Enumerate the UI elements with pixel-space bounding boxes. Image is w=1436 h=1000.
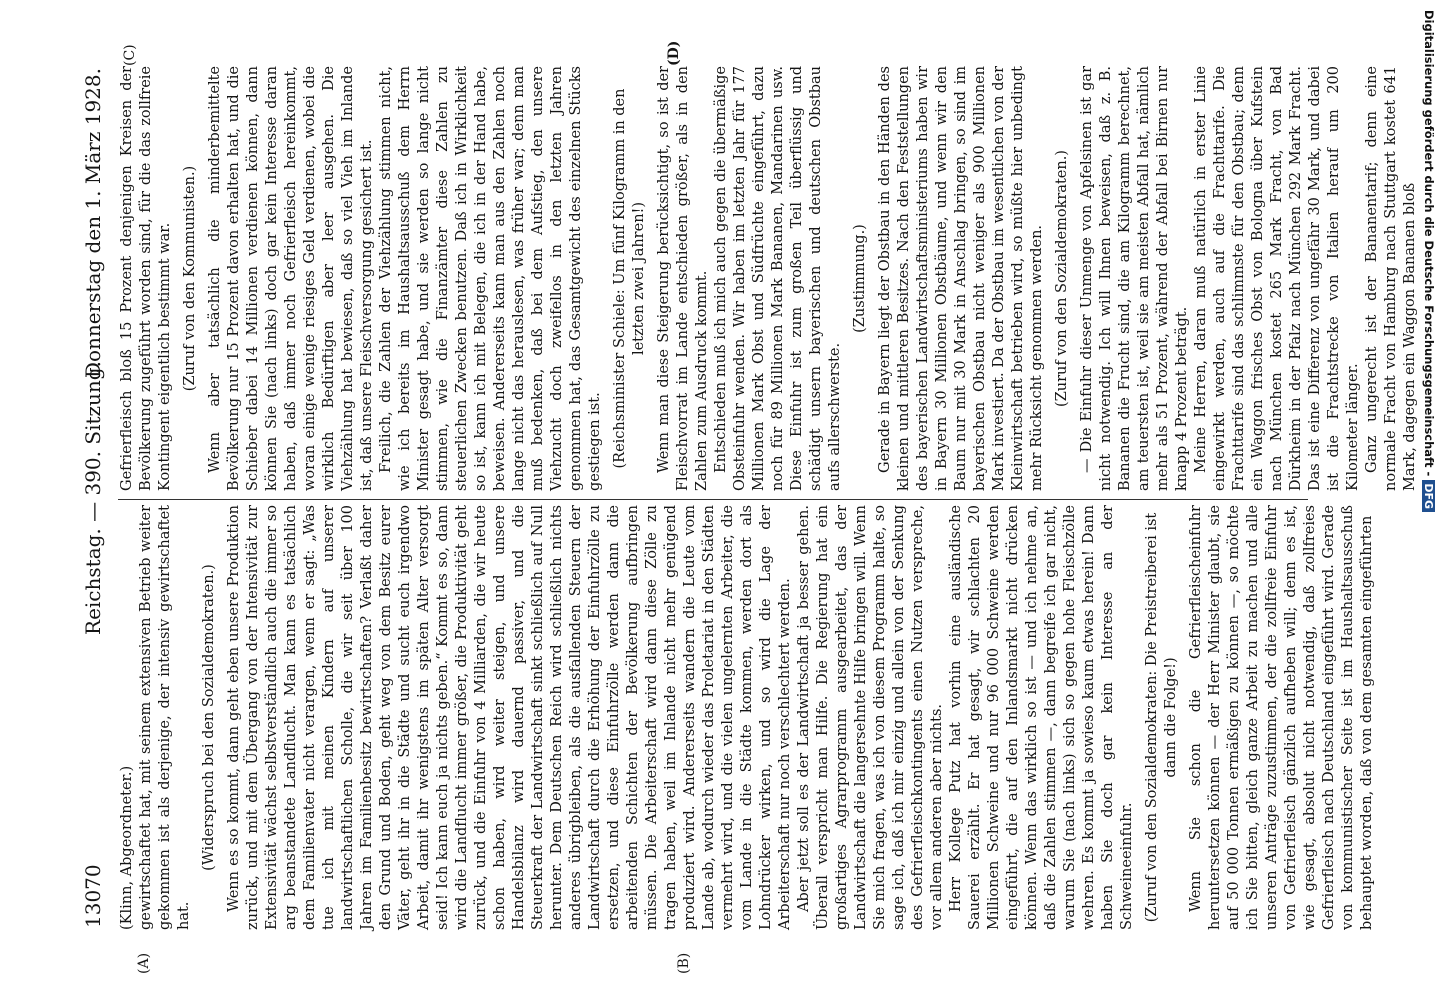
digitization-credit <box>1408 10 1436 990</box>
paragraph: (Zuruf von den Sozialdemokraten.) <box>1054 150 1070 407</box>
paragraph: (Reichsminister Schiele: Um fünf Kilogramm in den letzten zwei Jahren!) <box>612 88 647 469</box>
paragraph: Wenn es so kommt, dann geht eben unsere Produktion zurück, und mit dem Übergang von der Intensivität zur Extensivität wächst selbstverständlich auch die immer so arg beanstandete Landflucht. Man kann es tatsächlich dem Familienvater nicht verargen, wenn er sagt: „Was tue ich mit meinen Kindern auf unserer landwirtschaftlichen Scholle, die wir seit über 100 Jahren im Familienbesitz bewirtschaften? Verlaßt daher den Grund und Boden, geht weg von dem Besitz eurer Väter, geht ihr in die Städte und sucht euch irgendwo Arbeit, damit ihr wenigstens im späten Alter versorgt seid! Ich kann euch ja nichts geben.“ Kommt es so, dann wird die Landflucht immer größer, die Produktivität geht zurück, und die Einfuhr von 4 Milliarden, die wir heute schon haben, wird weiter steigen, und unsere Handelsbilanz wird dauernd passiver, und die Steuerkraft der Landwirtschaft sinkt schließlich auf Null herunter. Dem Deutschen Reich wird schließlich nichts anderes übrigbleiben, als die ausfallenden Steuern der Landwirtschaft durch die Erhöhung der Einfuhrzölle zu ersetzen, und diese Einfuhrzölle werden dann die arbeitenden Schichten der Bevölkerung aufbringen müssen. Die Arbeiterschaft wird dann diese Zölle zu tragen haben, weil im Inlande nicht mehr genügend produziert wird. Andererseits wandern die Leute vom Lande ab, wodurch wieder das Proletariat in den Städten vermehrt wird, und die vielen ungelernten Arbeiter, die vom Lande in die Städte kommen, werden dort als Lohndrücker wirken, und so wird die Lage der Arbeiterschaft nur noch verschlechtert werden. <box>226 505 793 930</box>
paragraph: Gefrierfleisch bloß 15 Prozent denjenigen Kreisen der Bevölkerung zugeführt worden sind, für die das zollfreie Kontingent eigentlich bestimmt war. <box>119 66 173 491</box>
paragraph: gewirtschaftet hat, mit seinem extensiven Betrieb weiter gekommen ist als derjenige, der intensiv gewirtschaftet hat. <box>138 505 192 930</box>
margin-mark-d: (D) <box>666 40 682 66</box>
paragraph: (Zuruf von den Kommunisten.) <box>182 165 198 392</box>
paragraph: Freilich, die Zahlen der Viehzählung stimmen nicht, wie ich bereits im Haushaltsausschuß dem Herrn Minister gesagt habe, und sie werden so lange nicht stimmen, wie die Finanzämter diese Zahlen zu steuerlichen Zwecken benutzen. Daß ich in Wirklichkeit so ist, kann ich mit Belegen, die ich in der Hand habe, beweisen. Andererseits kann man aus den Zahlen noch lange nicht das herauslesen, was früher war; denn man muß bedenken, daß bei dem Aufstieg, den unsere Viehzucht doch zweifellos in den letzten Jahren genommen hat, das Gesamtgewicht des einzelnen Stücks gestiegen ist. <box>378 66 603 491</box>
page-number: 13070 <box>81 864 105 928</box>
paragraph: Herr Kollege Putz hat vorhin eine ausländische Sauerei erzählt. Er hat gesagt, wir schlachten 20 Millionen Schweine und nur 96 000 Schweine werden eingeführt, die auf den Inlandsmarkt nicht drücken können. Wenn das wirklich so ist — und ich nehme an, daß die Zahlen stimmen —, dann begreife ich gar nicht, warum Sie (nach links) sich so gegen hohe Fleischzölle wehren. Es kommt ja sowieso kaum etwas herein! Dann haben Sie doch gar kein Interesse an der Schweineeinfuhr. <box>948 505 1135 930</box>
column-divider <box>118 499 1308 500</box>
paragraph: Ganz ungerecht ist der Bananentarif; denn eine normale Fracht von Hamburg nach Stuttgart kostet 641 Mark, dagegen ein Waggon Bananen bloß <box>1364 66 1418 491</box>
dfg-logo: DFG <box>1422 480 1435 512</box>
paragraph: (Zustimmung.) <box>852 224 868 333</box>
paragraph: Wenn aber tatsächlich die minderbemittelte Bevölkerung nur 15 Prozent davon erhalten hat, und die Schieber dabei 14 Millionen verdienen können, dann können Sie (nach links) doch gar kein Interesse daran haben, daß immer noch Gefrierfleisch hereinkommt, woran einige wenige riesiges Geld verdienen, wobei die wirklich Bedürftigen aber leer ausgehen. Die Viehzählung hat bewiesen, daß so viel Vieh im Inlande ist, daß unsere Fleischversorgung gesichert ist. <box>207 66 375 491</box>
paragraph: Wenn Sie schon die Gefrierfleischeinfuhr heruntersetzen können — der Herr Minister glaubt, sie auf 50 000 Tonnen ermäßigen zu können —, so möchte ich Sie bitten, gleich ganze Arbeit zu machen und alle unseren Anträge zuzustimmen, der die zollfreie Einfuhr von Gefrierfleisch gänzlich aufheben will; denn es ist, wie gesagt, absolut nicht notwendig, daß zollfreies Gefrierfleisch nach Deutschland eingeführt wird. Gerade von kommunistischer Seite ist im Haushaltsausschuß behauptet worden, daß von dem gesamten eingeführten <box>1188 505 1375 930</box>
paragraph: Gerade in Bayern liegt der Obstbau in den Händen des kleinen und mittleren Besitzes. Nach den Feststellungen des bayerischen Landwirtschaftsministeriums haben wir in Bayern 30 Millionen Obstbäume, und wenn wir den Baum nur mit 30 Mark in Anschlag bringen, so sind im bayerischen Obstbau nicht weniger als 900 Millionen Mark investiert. Da der Obstbau im wesentlichen von der Kleinwirtschaft betrieben wird, so müßte hier unbedingt mehr Rücksicht genommen werden. <box>877 66 1045 491</box>
margin-mark-b: (B) <box>676 952 692 974</box>
margin-mark-c: (C) <box>122 44 138 66</box>
paragraph: (Klinn, Abgeordneter.) <box>119 765 135 930</box>
page-header <box>76 68 110 928</box>
page-date: Donnerstag den 1. März 1928. <box>81 68 105 379</box>
left-column <box>118 505 1375 930</box>
credit-text: Digitalisierung gefördert durch die Deutsche Forschungsgemeinschaft - <box>1422 10 1436 477</box>
margin-mark-a: (A) <box>136 952 152 974</box>
paragraph: Entschieden muß ich mich auch gegen die übermäßige Obsteinfuhr wenden. Wir haben im letzten Jahr für 177 Millionen Mark Obst und Südfrüchte eingeführt, dazu noch für 89 Millionen Mark Bananen, Mandarinen usw. Diese Einfuhr ist zum großen Teil überflüssig und schädigt unsern bayerischen und deutschen Obstbau aufs allerschwerste. <box>713 66 843 491</box>
paragraph: (Widerspruch bei den Sozialdemokraten.) <box>201 564 217 871</box>
paragraph: Wenn man diese Steigerung berücksichtigt, so ist der Fleischvorrat im Lande entschieden größer, als in den Zahlen zum Ausdruck kommt. <box>656 66 710 491</box>
paragraph: Meine Herren, daran muß natürlich in erster Linie eingewirkt werden, auch auf die Frachttarife. Die Frachttarife sind das schlimmste für den Obstbau; denn ein Waggon frisches Obst von Bologna über Kufstein nach München kostet 265 Mark Fracht, von Bad Dürkheim in der Pfalz nach München 292 Mark Fracht. Das ist eine Differenz von ungefähr 30 Mark, und dabei ist die Frachtstrecke von Italien herauf um 200 Kilometer länger. <box>1193 66 1361 491</box>
paragraph: Aber jetzt soll es der Landwirtschaft ja besser gehen. Überall verspricht man Hilfe. Die Regierung hat ein großartiges Agrarprogramm ausgearbeitet, das der Landwirtschaft die langersehnte Hilfe bringen will. Wenn Sie mich fragen, was ich von diesem Programm halte, so sage ich, daß ich mir einzig und allein von der Senkung des Gefrierfleischkontingents einen Nutzen verspreche, vor allem anderen aber nichts. <box>796 505 945 930</box>
page-title: Reichstag. — 390. Sitzung. <box>81 361 105 635</box>
paragraph: (Zuruf von den Sozialdemokraten: Die Preistreiberei ist dann die Folge!) <box>1144 512 1179 923</box>
rotated-page <box>56 40 1418 974</box>
paragraph: — Die Einfuhr dieser Unmenge von Apfelsinen ist gar nicht notwendig. Ich will Ihnen beweisen, daß z. B. Bananen die Frucht sind, die am Kilogramm berechnet, am teuersten ist, weil sie am meisten Abfall hat, nämlich mehr als 51 Prozent, während der Abfall bei Birnen nur knapp 4 Prozent beträgt. <box>1079 66 1190 491</box>
right-column <box>118 66 1418 491</box>
